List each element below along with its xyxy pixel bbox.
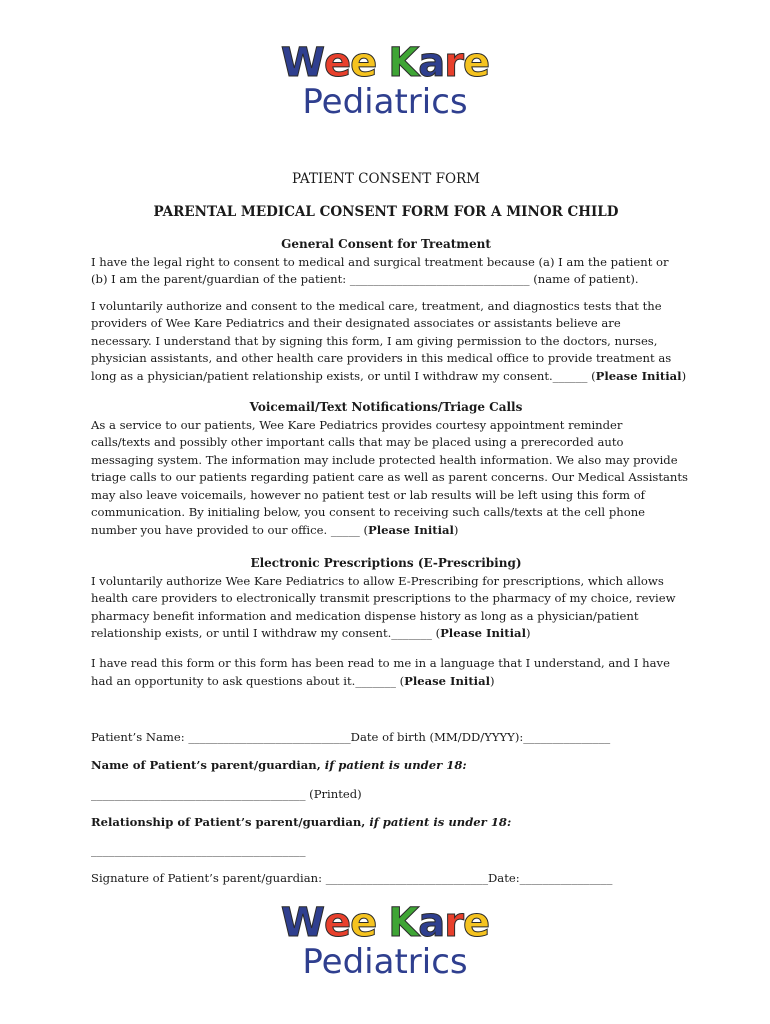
logo-letter: W xyxy=(280,900,324,946)
logo-wordmark xyxy=(281,900,489,946)
guardian-printed-name-field[interactable]: _____________________________________ (Printed) xyxy=(91,787,362,801)
logo-letter: r xyxy=(444,40,463,86)
signature-date-field[interactable]: Signature of Patient’s parent/guardian: ____________________________Date:________________ xyxy=(91,871,613,885)
logo-subtitle: Pediatrics xyxy=(302,942,468,982)
logo-letter: a xyxy=(418,900,445,946)
logo-letter: a xyxy=(418,40,445,86)
paragraph-line: long as a physician/patient relationship exists, or until I withdraw my consent.______ (Please Initial) xyxy=(91,368,687,383)
paragraph-line: providers of Wee Kare Pediatrics and their designated associates or assistants believe are xyxy=(91,316,621,330)
logo-letter: e xyxy=(323,40,351,86)
logo-subtitle: Pediatrics xyxy=(302,82,468,122)
paragraph-line: necessary. I understand that by signing this form, I am giving permission to the doctors, nurses, xyxy=(91,333,658,348)
form-subtitle: PARENTAL MEDICAL CONSENT FORM FOR A MINOR CHILD xyxy=(153,204,619,220)
logo-letter: e xyxy=(463,900,490,946)
paragraph-line: messaging system. The information may include protected health information. We also may provide xyxy=(91,452,678,467)
paragraph-line: pharmacy benefit information and medication dispense history as long as a physician/patient xyxy=(91,608,639,623)
paragraph-line: may also leave voicemails, however no patient test or lab results will be left using this form of xyxy=(91,487,645,502)
please-initial-label: Please Initial xyxy=(440,626,526,640)
eprescribing-section xyxy=(91,555,681,643)
patient-name-dob-field[interactable]: Patient’s Name: ____________________________Date of birth (MM/DD/YYYY):_______________ xyxy=(91,730,611,744)
paragraph-line: As a service to our patients, Wee Kare Pediatrics provides courtesy appointment reminder xyxy=(91,417,623,432)
section-heading: Electronic Prescriptions (E-Prescribing) xyxy=(250,556,522,570)
section-heading: General Consent for Treatment xyxy=(281,237,491,251)
paragraph-line: physician assistants, and other health care providers in this medical office to provide treatment as xyxy=(91,351,672,365)
logo-letter: e xyxy=(463,40,490,86)
acknowledgement-section xyxy=(91,655,681,690)
paragraph-line: relationship exists, or until I withdraw my consent._______ (Please Initial) xyxy=(91,626,531,640)
paragraph-line: (b) I am the parent/guardian of the patient: _______________________________ (name of patient). xyxy=(91,272,639,286)
general-consent-section xyxy=(91,236,687,385)
paragraph-line: I have read this form or this form has been read to me in a language that I understand, and I have xyxy=(91,656,670,670)
please-initial-label: Please Initial xyxy=(595,368,682,383)
please-initial-label: Please Initial xyxy=(368,522,454,537)
paragraph-line: I have the legal right to consent to medical and surgical treatment because (a) I am the patient or xyxy=(91,254,669,269)
paragraph-line: communication. By initialing below, you consent to receiving such calls/texts at the cell phone xyxy=(91,505,646,519)
guardian-name-label: Name of Patient’s parent/guardian, if patient is under 18: xyxy=(91,758,467,772)
relationship-label: Relationship of Patient’s parent/guardian, if patient is under 18: xyxy=(91,815,512,829)
paragraph-line: number you have provided to our office. _____ (Please Initial) xyxy=(91,522,459,537)
logo-letter: K xyxy=(388,900,419,946)
wee-kare-logo-bottom xyxy=(0,900,770,980)
paragraph-line: calls/texts and possibly other important calls that may be placed using a prerecorded auto xyxy=(91,435,624,449)
relationship-field[interactable]: _____________________________________ xyxy=(91,843,306,857)
logo-letter: e xyxy=(350,900,377,946)
paragraph-line: I voluntarily authorize Wee Kare Pediatrics to allow E-Prescribing for prescriptions, which allows xyxy=(91,573,664,588)
form-title: PATIENT CONSENT FORM xyxy=(292,171,480,187)
logo-letter: r xyxy=(444,900,463,946)
section-heading: Voicemail/Text Notifications/Triage Calls xyxy=(249,400,523,414)
logo-letter: e xyxy=(350,40,377,86)
logo-letter: K xyxy=(388,40,419,86)
paragraph-line: triage calls to our patients regarding patient care as well as parent concerns. Our Medical Assistants xyxy=(91,470,689,484)
paragraph-line: I voluntarily authorize and consent to the medical care, treatment, and diagnostics tests that the xyxy=(91,298,662,313)
paragraph-line: health care providers to electronically transmit prescriptions to the pharmacy of my choice, review xyxy=(91,591,676,605)
logo-letter: e xyxy=(323,900,351,946)
voicemail-section xyxy=(91,399,689,539)
please-initial-label: Please Initial xyxy=(404,673,490,688)
wee-kare-logo-top xyxy=(0,40,770,120)
logo-letter: W xyxy=(280,40,324,86)
paragraph-line: had an opportunity to ask questions about it._______ (Please Initial) xyxy=(91,673,495,688)
logo-wordmark xyxy=(281,40,489,86)
